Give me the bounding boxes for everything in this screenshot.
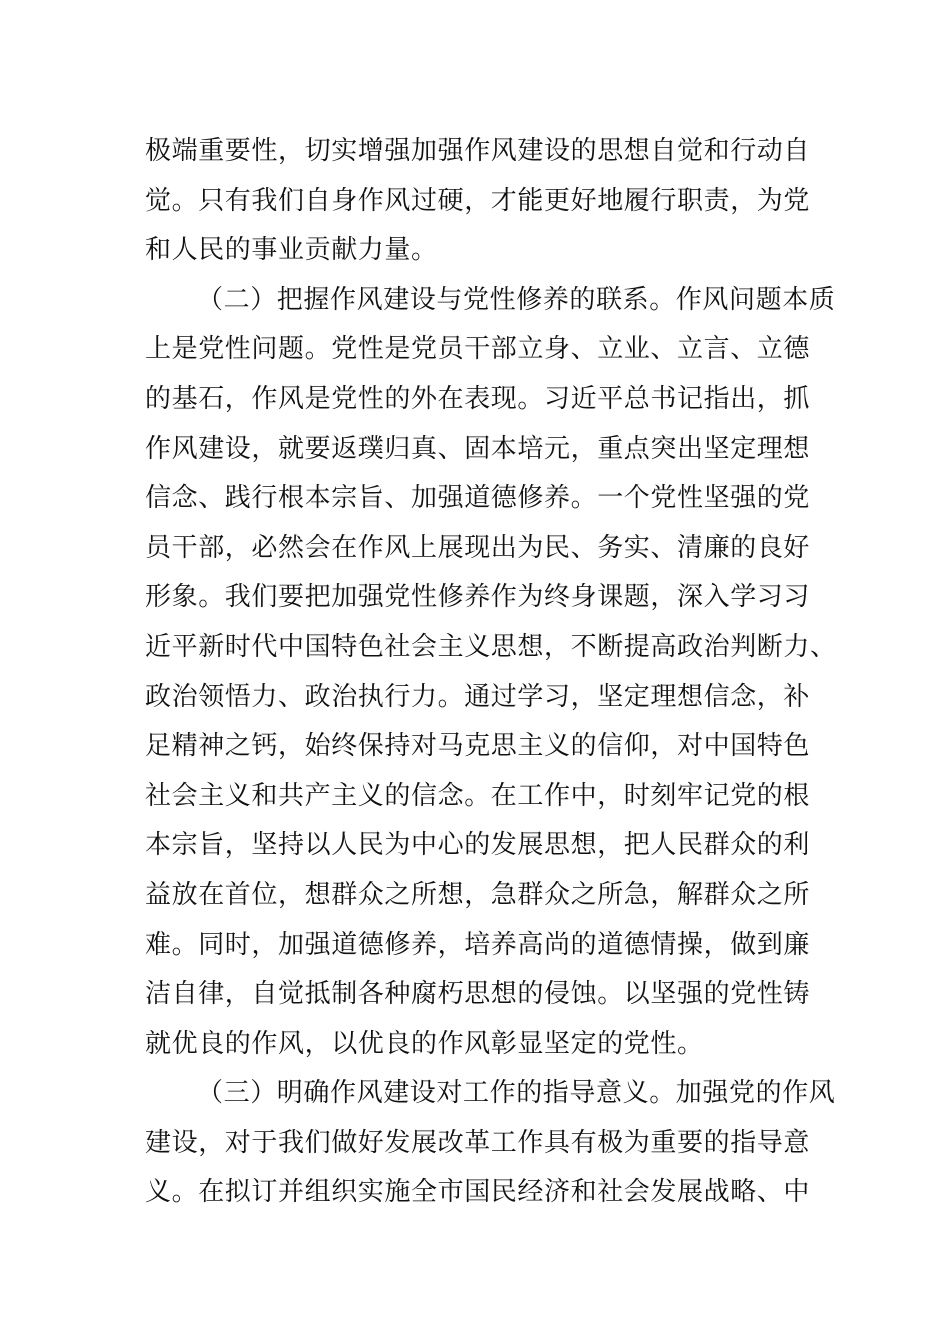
text-line: 上是党性问题。党性是党员干部立身、立业、立言、立德 [145,334,811,365]
text-line: 政治领悟力、政治执行力。通过学习，坚定理想信念，补 [145,681,811,712]
text-line: 洁自律，自觉抵制各种腐朽思想的侵蚀。以坚强的党性铸 [145,979,811,1010]
text-line: 益放在首位，想群众之所想，急群众之所急，解群众之所 [145,879,811,910]
text-line: 本宗旨，坚持以人民为中心的发展思想，把人民群众的利 [145,830,811,861]
text-line: 极端重要性，切实增强加强作风建设的思想自觉和行动自 [145,136,811,166]
text-line: 形象。我们要把加强党性修养作为终身课题，深入学习习 [145,582,811,613]
text-line: 建设，对于我们做好发展改革工作具有极为重要的指导意 [145,1127,811,1158]
section-heading-line: （二）把握作风建设与党性修养的联系。作风问题本质 [197,284,836,315]
text-line: 员干部，必然会在作风上展现出为民、务实、清廉的良好 [145,532,811,563]
text-line: 和人民的事业贡献力量。 [145,235,438,266]
text-line: 觉。只有我们自身作风过硬，才能更好地履行职责，为党 [145,185,811,216]
text-line: 难。同时，加强道德修养，培养高尚的道德情操，做到廉 [145,929,811,960]
section-heading-line: （三）明确作风建设对工作的指导意义。加强党的作风 [197,1078,836,1109]
text-line: 作风建设，就要返璞归真、固本培元，重点突出坚定理想 [145,433,811,464]
text-line: 社会主义和共产主义的信念。在工作中，时刻牢记党的根 [145,780,811,811]
text-line: 近平新时代中国特色社会主义思想，不断提高政治判断力、 [145,631,837,662]
body-text [145,127,837,1218]
text-line: 足精神之钙，始终保持对马克思主义的信仰，对中国特色 [145,731,811,762]
text-line: 的基石，作风是党性的外在表现。习近平总书记指出，抓 [145,383,811,414]
text-line: 信念、践行根本宗旨、加强道德修养。一个党性坚强的党 [145,483,811,514]
text-line: 义。在拟订并组织实施全市国民经济和社会发展战略、中 [145,1177,811,1208]
text-line: 就优良的作风，以优良的作风彰显坚定的党性。 [145,1028,704,1059]
